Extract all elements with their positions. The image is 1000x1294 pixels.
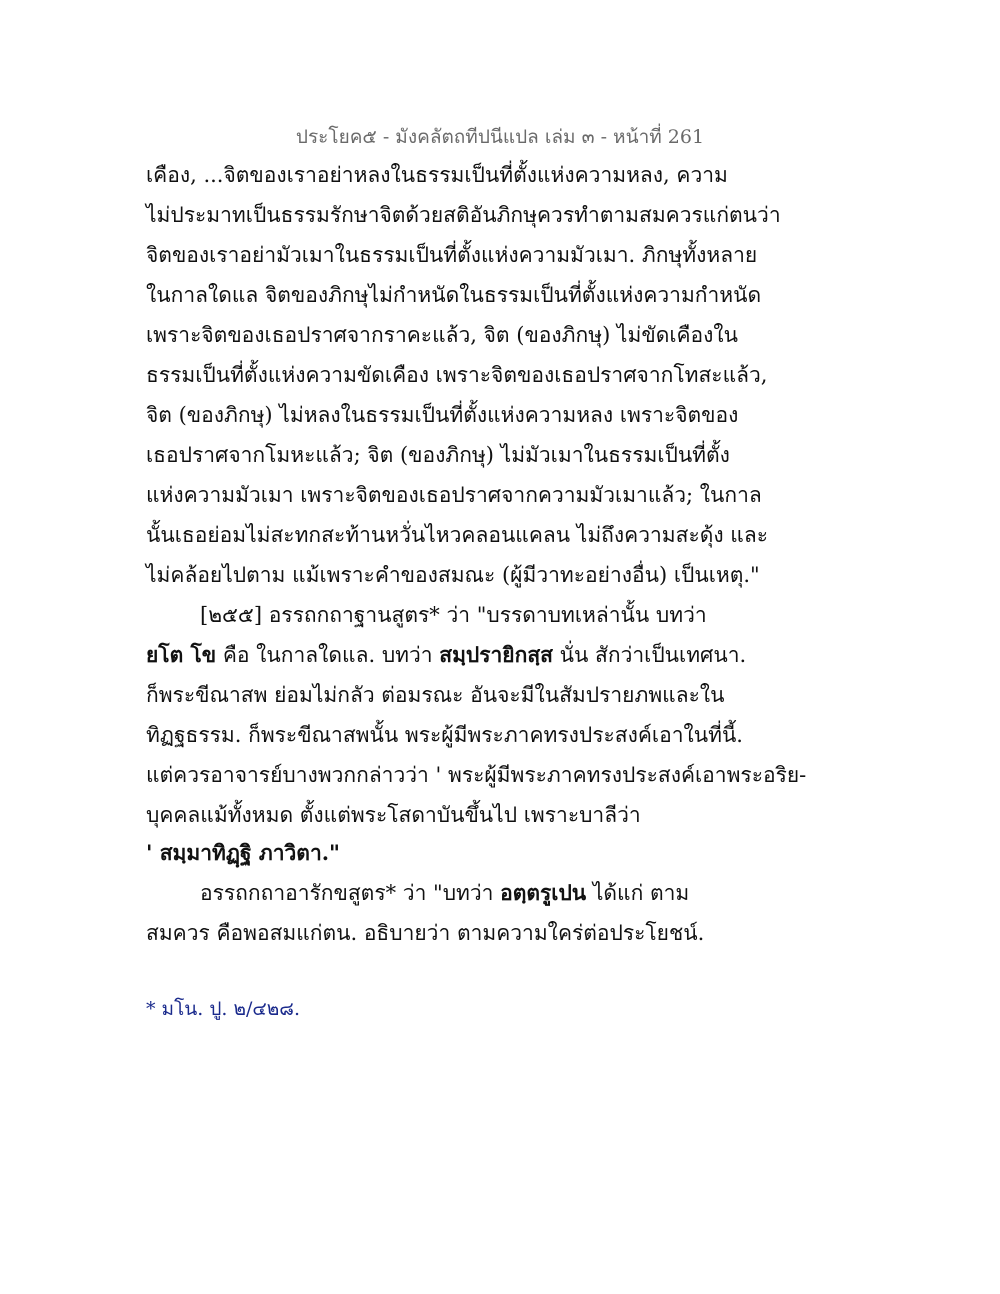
pali-term: อตฺตรูเปน: [500, 880, 587, 905]
text-line: บุคคลแม้ทั้งหมด ตั้งแต่พระโสดาบันขึ้นไป เพราะบาลีว่า: [146, 803, 641, 827]
text-line: ธรรมเป็นที่ตั้งแห่งความขัดเคือง เพราะจิตของเธอปราศจากโทสะแล้ว,: [146, 363, 768, 387]
text-line: จิตของเราอย่ามัวเมาในธรรมเป็นที่ตั้งแห่งความมัวเมา. ภิกษุทั้งหลาย: [146, 243, 758, 267]
text-span: อรรถกถาอารักขสูตร* ว่า "บทว่า: [200, 881, 501, 905]
text-line: ก็พระขีณาสพ ย่อมไม่กลัว ต่อมรณะ อันจะมีในสัมปรายภพและใน: [146, 683, 725, 707]
text-line: แต่ควรอาจารย์บางพวกกล่าวว่า ' พระผู้มีพระภาคทรงประสงค์เอาพระอริย-: [146, 763, 807, 787]
text-span: คือ ในกาลใดแล. บทว่า: [216, 643, 440, 667]
text-span: ได้แก่ ตาม: [586, 881, 690, 905]
text-line: เพราะจิตของเธอปราศจากราคะแล้ว, จิต (ของภิกษุ) ไม่ขัดเคืองใน: [146, 323, 739, 347]
paragraph-start-line: [๒๕๕] อรรถกถาฐานสูตร* ว่า "บรรดาบทเหล่านั้น บทว่า: [200, 603, 707, 627]
text-line: ไม่ประมาทเป็นธรรมรักษาจิตด้วยสติอันภิกษุควรทำตามสมควรแก่ตนว่า: [146, 203, 781, 227]
text-line: ไม่คล้อยไปตาม แม้เพราะคำของสมณะ (ผู้มีวาทะอย่างอื่น) เป็นเหตุ.": [146, 563, 760, 587]
text-line: จิต (ของภิกษุ) ไม่หลงในธรรมเป็นที่ตั้งแห่งความหลง เพราะจิตของ: [146, 403, 739, 427]
text-line: [146, 640, 746, 670]
text-line: แห่งความมัวเมา เพราะจิตของเธอปราศจากความมัวเมาแล้ว; ในกาล: [146, 483, 762, 507]
text-line: ทิฏฐธรรม. ก็พระขีณาสพนั้น พระผู้มีพระภาคทรงประสงค์เอาในที่นี้.: [146, 723, 743, 747]
text-line: เธอปราศจากโมหะแล้ว; จิต (ของภิกษุ) ไม่มัวเมาในธรรมเป็นที่ตั้ง: [146, 443, 730, 467]
text-line: เคือง, ...จิตของเราอย่าหลงในธรรมเป็นที่ตั้งแห่งความหลง, ความ: [146, 163, 728, 187]
footnote: * มโน. ปู. ๒/๔๒๘.: [146, 998, 301, 1020]
text-span: นั่น สักว่าเป็นเทศนา.: [552, 643, 747, 667]
text-line: ในกาลใดแล จิตของภิกษุไม่กำหนัดในธรรมเป็นที่ตั้งแห่งความกำหนัด: [146, 283, 762, 307]
text-line: นั้นเธอย่อมไม่สะทกสะท้านหวั่นไหวคลอนแคลน ไม่ถึงความสะดุ้ง และ: [146, 523, 768, 547]
pali-term: สมฺปรายิกสฺส: [439, 642, 553, 667]
text-line: สมควร คือพอสมแก่ตน. อธิบายว่า ตามความใคร่ต่อประโยชน์.: [146, 921, 705, 945]
pali-term: ยโต โข: [146, 642, 217, 667]
page-header: ประโยค๕ - มังคลัตถทีปนีแปล เล่ม ๓ - หน้าที่ 261: [295, 126, 705, 148]
paragraph-start-line: [200, 878, 689, 908]
text-line: [146, 838, 340, 868]
pali-quote: ' สมฺมาทิฏฺฐิ ภาวิตา.": [146, 840, 340, 865]
